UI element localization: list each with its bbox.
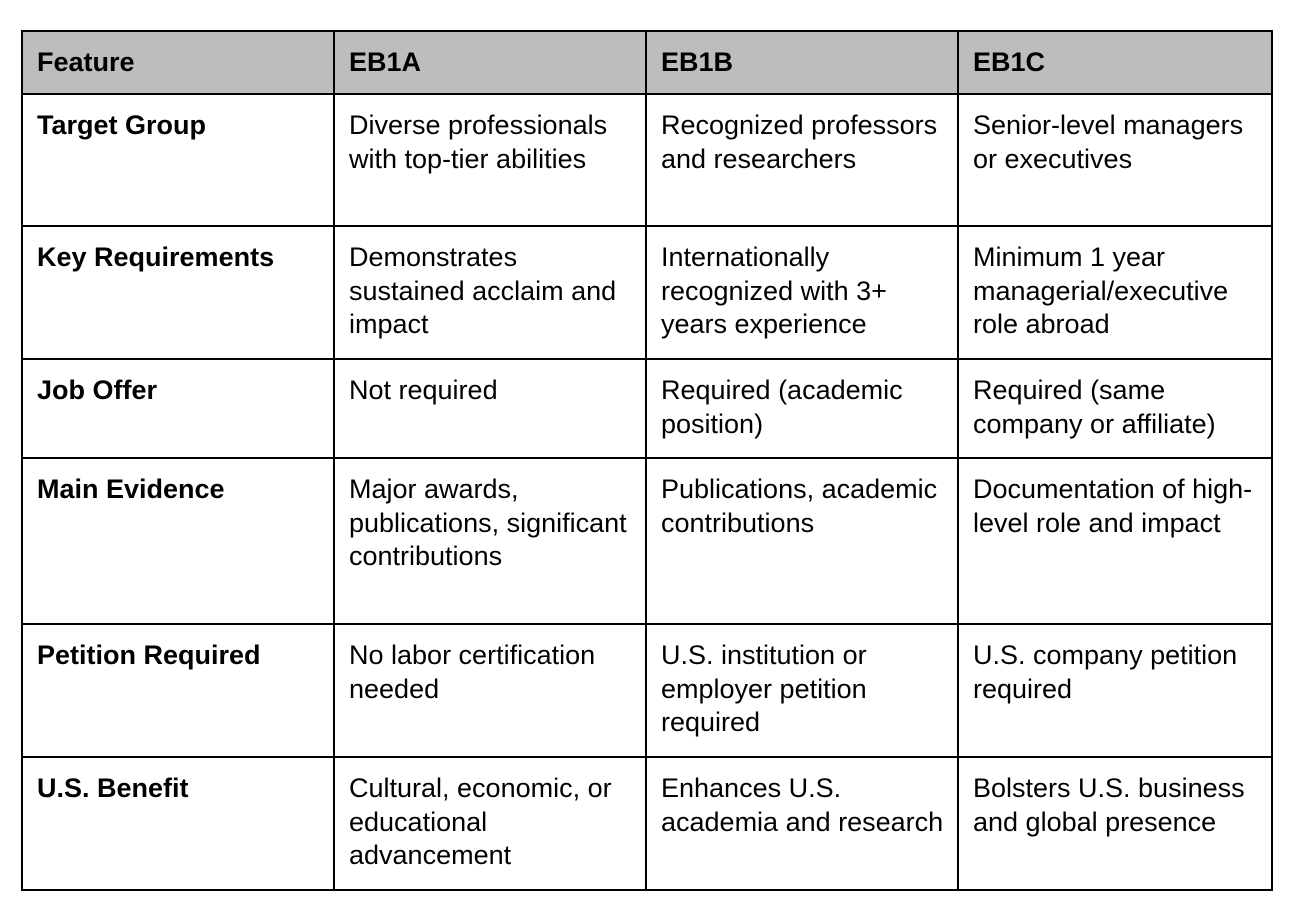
row-feature-label: Key Requirements bbox=[22, 226, 334, 359]
cell-eb1b: U.S. institution or employer petition required bbox=[646, 624, 958, 757]
cell-eb1b: Internationally recognized with 3+ years experience bbox=[646, 226, 958, 359]
table-row bbox=[22, 458, 1272, 624]
cell-eb1b: Recognized professors and researchers bbox=[646, 94, 958, 226]
table-row bbox=[22, 226, 1272, 359]
cell-eb1a: Major awards, publications, significant contributions bbox=[334, 458, 646, 624]
cell-eb1a: Demonstrates sustained acclaim and impact bbox=[334, 226, 646, 359]
table-row bbox=[22, 94, 1272, 226]
cell-eb1a: Cultural, economic, or educational advancement bbox=[334, 757, 646, 890]
comparison-table bbox=[21, 30, 1273, 891]
row-feature-label: Main Evidence bbox=[22, 458, 334, 624]
header-eb1a: EB1A bbox=[334, 31, 646, 94]
header-eb1b: EB1B bbox=[646, 31, 958, 94]
cell-eb1c: Senior-level managers or executives bbox=[958, 94, 1272, 226]
cell-eb1c: Minimum 1 year managerial/executive role abroad bbox=[958, 226, 1272, 359]
header-row bbox=[22, 31, 1272, 94]
cell-eb1b: Publications, academic contributions bbox=[646, 458, 958, 624]
row-feature-label: Target Group bbox=[22, 94, 334, 226]
cell-eb1b: Enhances U.S. academia and research bbox=[646, 757, 958, 890]
table-row bbox=[22, 359, 1272, 458]
row-feature-label: U.S. Benefit bbox=[22, 757, 334, 890]
header-eb1c: EB1C bbox=[958, 31, 1272, 94]
row-feature-label: Job Offer bbox=[22, 359, 334, 458]
table-header bbox=[22, 31, 1272, 94]
cell-eb1c: Required (same company or affiliate) bbox=[958, 359, 1272, 458]
table-row bbox=[22, 757, 1272, 890]
table-body bbox=[22, 94, 1272, 890]
header-feature: Feature bbox=[22, 31, 334, 94]
cell-eb1a: Not required bbox=[334, 359, 646, 458]
cell-eb1a: Diverse professionals with top-tier abilities bbox=[334, 94, 646, 226]
row-feature-label: Petition Required bbox=[22, 624, 334, 757]
table-row bbox=[22, 624, 1272, 757]
cell-eb1c: U.S. company petition required bbox=[958, 624, 1272, 757]
cell-eb1b: Required (academic position) bbox=[646, 359, 958, 458]
cell-eb1c: Bolsters U.S. business and global presence bbox=[958, 757, 1272, 890]
cell-eb1c: Documentation of high-level role and impact bbox=[958, 458, 1272, 624]
cell-eb1a: No labor certification needed bbox=[334, 624, 646, 757]
